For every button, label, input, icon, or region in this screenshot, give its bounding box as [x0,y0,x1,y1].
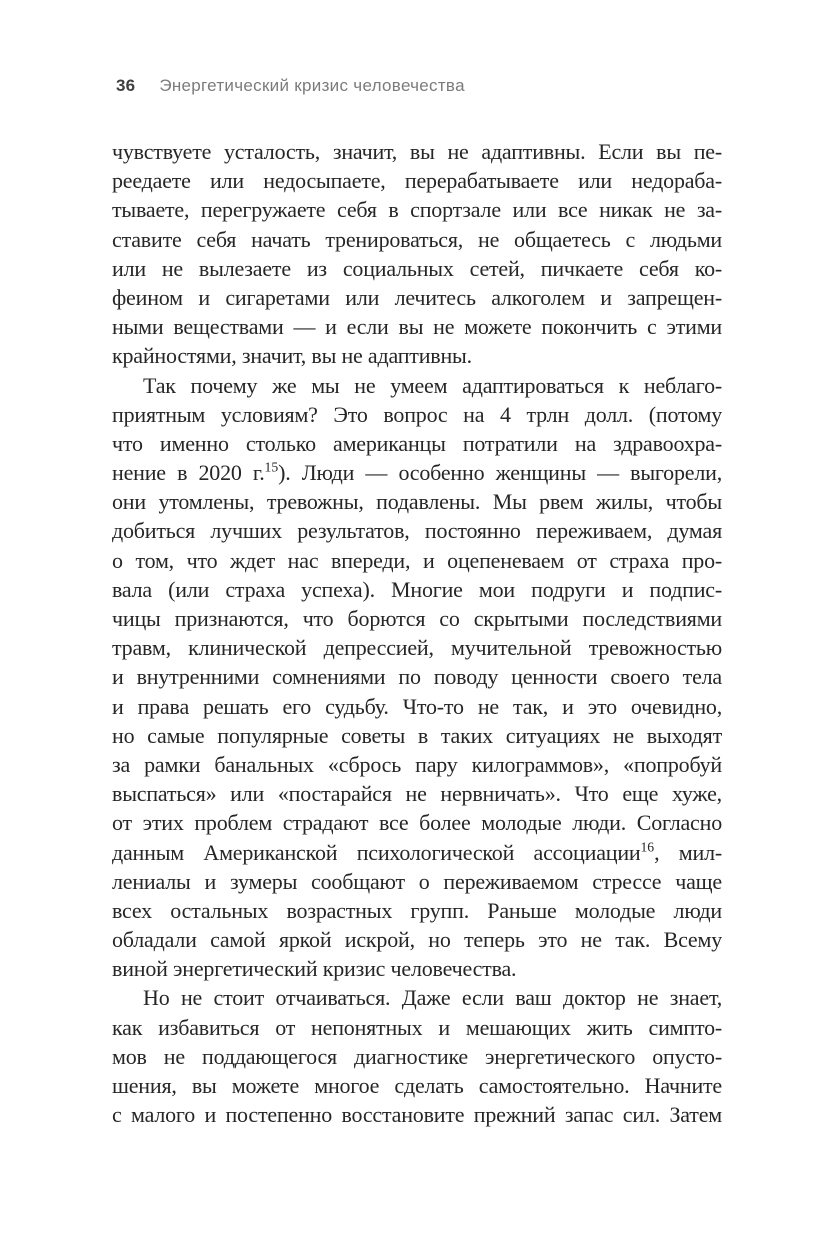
text-line: ставите себя начать тренироваться, не общаетесь с людьми [112,226,722,252]
text-line: виной энергетический кризис человечества. [112,956,517,982]
running-header [116,76,465,96]
paragraph [112,371,722,984]
text-line: чувствуете усталость, значит, вы не адаптивны. Если вы пе- [112,139,722,164]
text-line: добиться лучших результатов, постоянно переживаем, думая [112,518,722,544]
text-line: крайностями, значит, вы не адаптивны. [112,343,472,369]
footnote-marker: 16 [640,839,655,855]
text-line: травм, клинической депрессией, мучительной тревожностью [112,635,722,661]
running-title: Энергетический кризис человечества [159,76,465,95]
footnote-marker: 15 [264,459,279,475]
text-line: мов не поддающегося диагностике энергетического опусто- [112,1043,722,1069]
text-line: как избавиться от непонятных и мешающих жить симпто- [112,1014,722,1040]
text-line: феином и сигаретами или лечитесь алкоголем и запрещен- [112,284,722,310]
text-line: от этих проблем страдают все более молодые люди. Согласно [112,810,722,836]
text-line: данным Американской психологической ассоциации$^{16}$, мил- [112,839,722,865]
text-line: приятным условиям? Это вопрос на 4 трлн долл. (потому [112,401,722,427]
text-line: шения, вы можете многое сделать самостоятельно. Начните [112,1073,722,1098]
text-line: но самые популярные советы в таких ситуациях не выходят [112,722,722,748]
text-line: выспаться» или «постарайся не нервничать». Что еще хуже, [112,781,722,807]
text-line: нение в 2020 г.$^{15}$). Люди — особенно женщины — выгорели, [112,459,722,486]
text-line: и внутренними сомнениями по поводу ценности своего тела [112,664,722,690]
page-number: 36 [116,76,136,95]
text-line: с малого и постепенно восстановите прежний запас сил. Затем [112,1102,722,1128]
text-line: ными веществами — и если вы не можете покончить с этими [112,314,722,340]
page-body [112,137,722,1129]
text-line: Так почему же мы не умеем адаптироваться к неблаго- [143,372,722,398]
text-line: реедаете или недосыпаете, перерабатываете или недораба- [112,168,722,194]
text-line: обладали самой яркой искрой, но теперь это не так. Всему [112,927,722,953]
paragraph [112,983,722,1129]
text-line: или не вылезаете из социальных сетей, пичкаете себя ко- [112,255,722,281]
text-line: лениалы и зумеры сообщают о переживаемом стрессе чаще [112,868,722,894]
text-line: что именно столько американцы потратили на здравоохра- [112,430,722,456]
text-line: вала (или страха успеха). Многие мои подруги и подпис- [112,576,722,602]
text-line: и права решать его судьбу. Что-то не так, и это очевидно, [112,693,722,719]
text-line: всех остальных возрастных групп. Раньше молодые люди [112,897,722,923]
text-line: тываете, перегружаете себя в спортзале или все никак не за- [112,197,722,223]
text-line: о том, что ждет нас впереди, и оцепеневаем от страха про- [112,547,722,573]
text-line: Но не стоит отчаиваться. Даже если ваш доктор не знает, [143,985,722,1011]
text-line: чицы признаются, что борются со скрытыми последствиями [112,606,722,631]
paragraph [112,137,722,371]
text-line: за рамки банальных «сбрось пару килограммов», «попробуй [112,751,722,777]
text-line: они утомлены, тревожны, подавлены. Мы рвем жилы, чтобы [112,489,722,515]
